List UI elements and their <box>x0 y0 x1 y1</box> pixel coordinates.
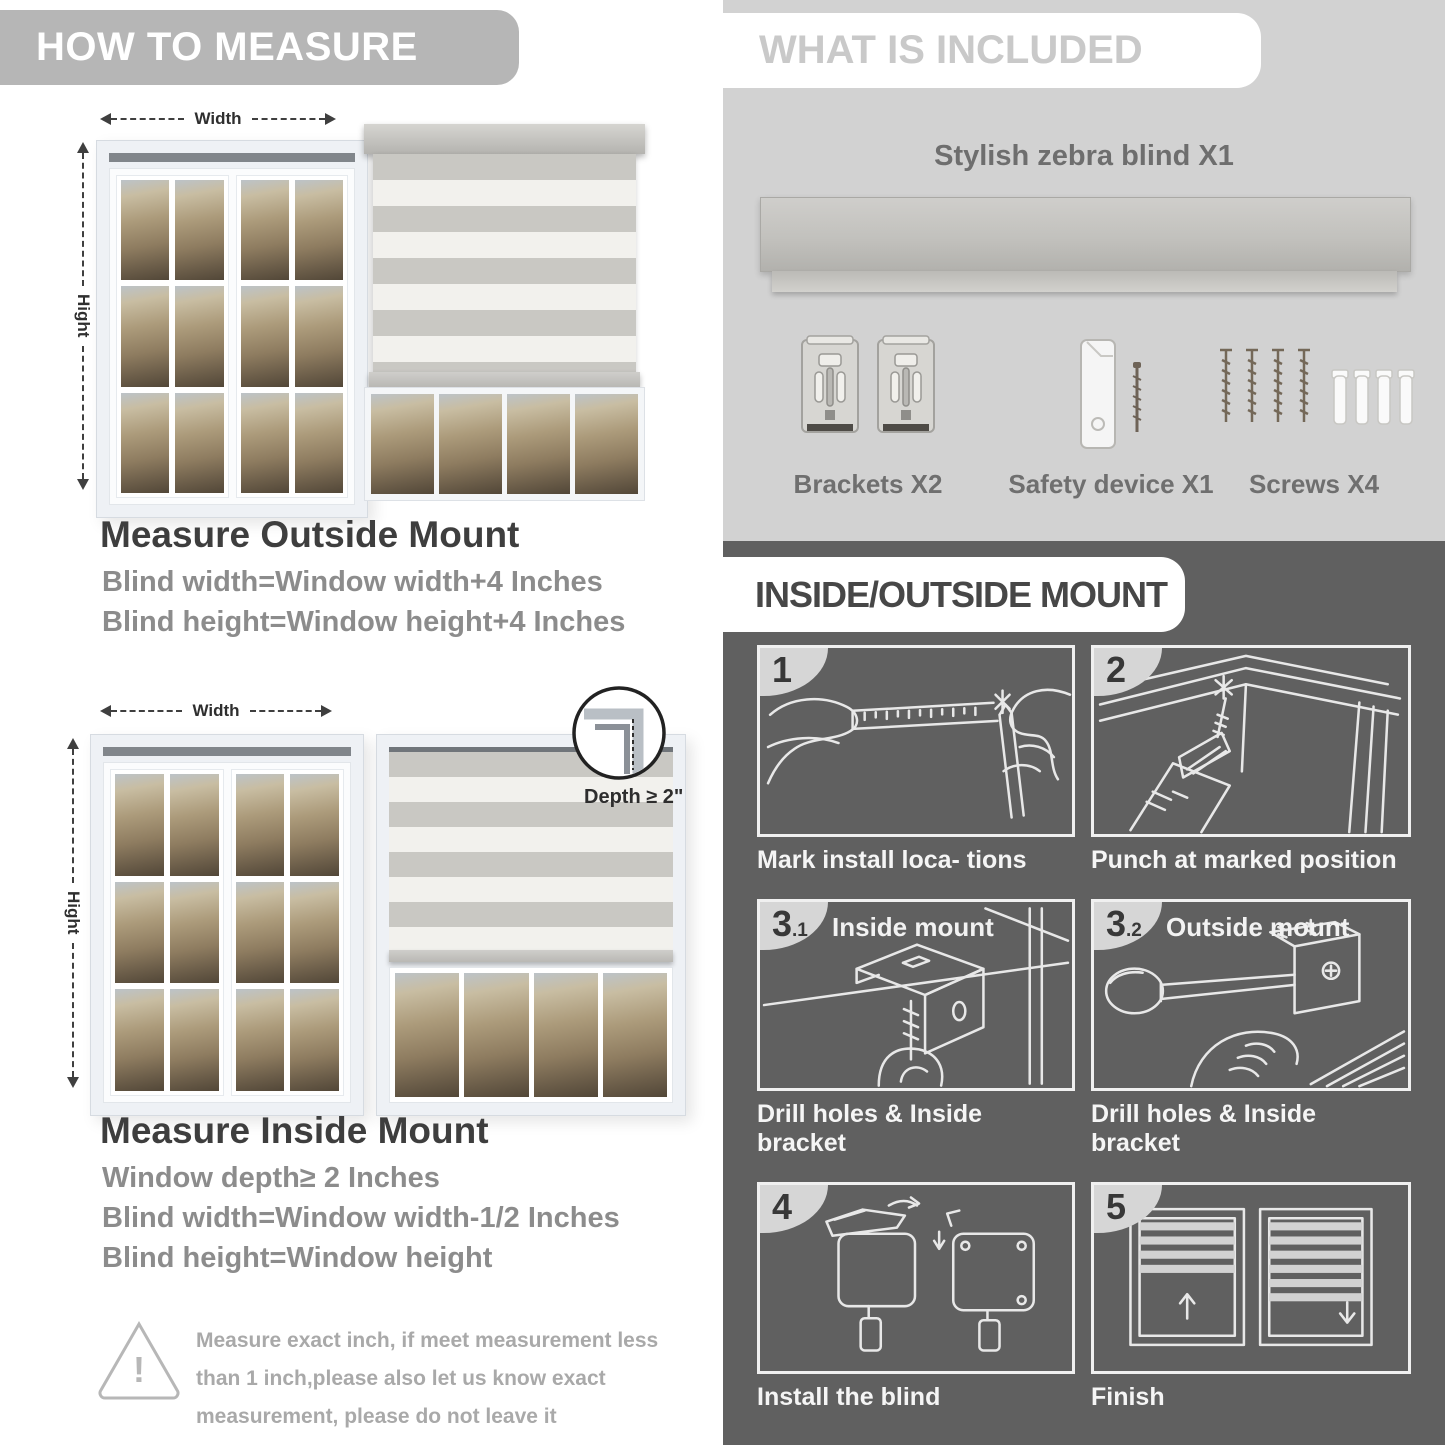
blind-cassette <box>364 124 645 154</box>
included-item-screws <box>1209 334 1419 500</box>
step-3-2 <box>1091 899 1411 1158</box>
measure-inside-title: Measure Inside Mount <box>100 1110 489 1151</box>
zebra-blind-illustration <box>364 124 645 501</box>
included-item-brackets <box>765 334 971 500</box>
arrow-left-icon <box>100 113 111 125</box>
outside-rule-line: Blind width=Window width+4 Inches <box>102 566 603 598</box>
warning-exclamation: ! <box>133 1349 145 1390</box>
window-illustration <box>96 140 368 518</box>
window-under-blind <box>364 387 645 501</box>
item-label: Safety device X1 <box>1008 469 1214 499</box>
height-dimension <box>64 738 82 1088</box>
warning-triangle-icon <box>94 1316 184 1404</box>
item-label: Brackets X2 <box>793 469 943 499</box>
arrow-right-icon <box>321 705 332 717</box>
inside-outside-mount-header <box>723 557 1185 632</box>
step-overlay-title: Outside mount <box>1166 912 1350 942</box>
arrow-right-icon <box>325 113 336 125</box>
step-number-badge: 1 <box>760 648 828 696</box>
arrow-down-icon <box>67 1077 79 1088</box>
bracket-icon <box>799 334 861 438</box>
product-label: Stylish zebra blind X1 <box>934 140 1234 172</box>
blind-cassette-illustration <box>760 197 1411 272</box>
window-under-blind <box>389 967 673 1103</box>
step-number-badge: 3.2 <box>1094 902 1162 950</box>
inside-rule-line: Blind width=Window width-1/2 Inches <box>102 1202 620 1234</box>
arrow-down-icon <box>77 479 89 490</box>
arrow-up-icon <box>67 738 79 749</box>
window-track <box>109 153 355 162</box>
how-to-measure-header <box>0 10 519 85</box>
step-5 <box>1091 1182 1411 1412</box>
step-1 <box>757 645 1075 875</box>
width-label: Width <box>192 701 240 720</box>
step-caption: Finish <box>1091 1383 1165 1411</box>
height-dimension <box>74 142 92 490</box>
how-to-measure-title: HOW TO MEASURE <box>36 25 418 69</box>
depth-callout-circle <box>570 684 668 782</box>
what-is-included-title: WHAT IS INCLUDED <box>759 28 1143 72</box>
step-number-badge: 3.1 <box>760 902 828 950</box>
inside-outside-mount-section <box>723 541 1445 1445</box>
step-caption: Drill holes & Inside bracket <box>1091 1100 1317 1157</box>
mount-steps-grid <box>757 645 1413 1412</box>
what-is-included-header <box>723 13 1261 88</box>
blind-cassette-lip <box>772 271 1397 292</box>
step-3-1 <box>757 899 1075 1158</box>
step-2 <box>1091 645 1411 875</box>
step-number-badge: 5 <box>1094 1185 1162 1233</box>
safety-device-icon <box>1063 334 1159 456</box>
blind-stripes <box>373 154 636 372</box>
inside-rule-line: Window depth≥ 2 Inches <box>102 1162 440 1194</box>
step-4 <box>757 1182 1075 1412</box>
warning-text: Measure exact inch, if meet measurement less than 1 inch,please also let us know exact measurement, please do not leave it <box>196 1329 659 1428</box>
step-overlay-title: Inside mount <box>832 912 994 942</box>
blind-bottom-rail <box>389 950 673 962</box>
screws-icon <box>1212 334 1416 438</box>
width-label: Width <box>194 109 242 128</box>
window-track <box>103 747 351 756</box>
step-caption: Mark install loca- tions <box>757 846 1027 874</box>
width-dimension <box>100 702 332 720</box>
step-caption: Drill holes & Inside bracket <box>757 1100 983 1157</box>
width-dimension <box>100 110 336 128</box>
inside-rule-line: Blind height=Window height <box>102 1242 493 1274</box>
window-illustration <box>90 734 364 1116</box>
inside-outside-mount-title: INSIDE/OUTSIDE MOUNT <box>755 573 1168 615</box>
outside-rule-line: Blind height=Window height+4 Inches <box>102 606 626 638</box>
item-label: Screws X4 <box>1248 469 1380 499</box>
arrow-up-icon <box>77 142 89 153</box>
depth-label: Depth ≥ 2" <box>584 786 684 808</box>
bracket-icon <box>875 334 937 438</box>
blind-bottom-rail <box>369 372 640 387</box>
included-item-safety-device <box>983 334 1239 500</box>
step-caption: Install the blind <box>757 1383 941 1411</box>
step-number-badge: 2 <box>1094 648 1162 696</box>
step-number-badge: 4 <box>760 1185 828 1233</box>
measure-outside-title: Measure Outside Mount <box>100 514 520 555</box>
what-is-included-section <box>723 0 1445 541</box>
step-caption: Punch at marked position <box>1091 846 1397 874</box>
arrow-left-icon <box>100 705 111 717</box>
height-label: Hight <box>74 294 93 338</box>
height-label: Hight <box>64 891 83 935</box>
